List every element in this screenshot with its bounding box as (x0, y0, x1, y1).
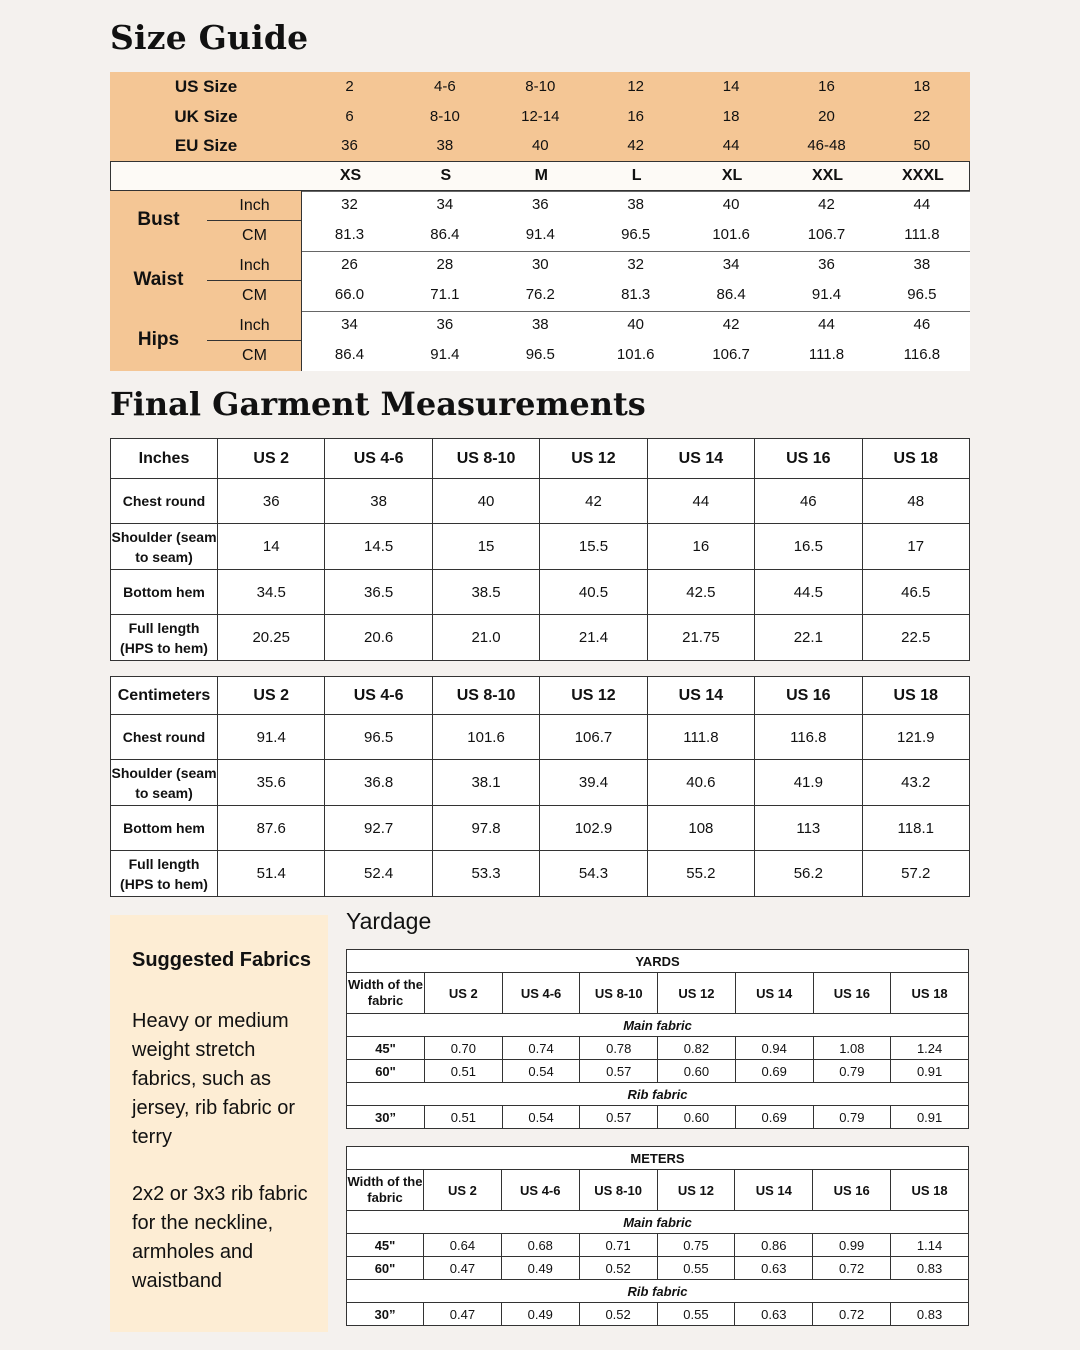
measurement-cell: 44 (647, 479, 754, 524)
fabric-width: 45" (347, 1234, 424, 1257)
measure-inch-value: 38 (913, 256, 931, 273)
measurement-cell: 14 (218, 524, 325, 570)
fabric-paragraph-rib: 2x2 or 3x3 rib fabric for the neckline, armholes and waistband (132, 1183, 308, 1292)
table-row (111, 570, 970, 615)
measurement-cell: 38.5 (432, 570, 539, 615)
suggested-fabrics-panel (110, 915, 328, 1332)
size-header-row (347, 1170, 969, 1211)
unit-cm-label: CM (242, 347, 267, 364)
measurement-cell: 116.8 (755, 715, 862, 760)
yardage-cell: 0.69 (735, 1106, 813, 1129)
measurement-cell: 57.2 (862, 851, 969, 897)
unit-inch-label: Inch (239, 257, 270, 274)
size-column-header: US 2 (218, 677, 325, 715)
table-row (111, 615, 970, 661)
measure-name: Waist (133, 269, 184, 290)
row-label: Shoulder (seam to seam) (111, 524, 218, 570)
measure-cm-value: 111.8 (904, 226, 940, 243)
yardage-cell: 0.72 (813, 1303, 891, 1326)
uk-size-value: 8-10 (429, 108, 460, 125)
inches-label: Inches (111, 439, 218, 479)
measure-cm-value: 86.4 (334, 346, 365, 363)
eu-size-value: 44 (722, 137, 740, 154)
table-row (111, 851, 970, 897)
measurement-cell: 53.3 (432, 851, 539, 897)
table-row (347, 1106, 969, 1129)
measure-cm-value: 91.4 (430, 346, 460, 363)
yardage-cell: 0.60 (658, 1060, 736, 1083)
measure-cm-value: 101.6 (712, 226, 750, 243)
yardage-cell: 0.52 (579, 1257, 657, 1280)
measurement-cell: 15 (432, 524, 539, 570)
measure-cm-value: 106.7 (712, 346, 750, 363)
size-column-header: US 18 (891, 973, 969, 1014)
unit-title: YARDS (347, 950, 969, 973)
measure-cm-value: 116.8 (903, 346, 941, 363)
measurement-cell: 97.8 (432, 806, 539, 851)
measure-inch-value: 36 (531, 196, 549, 213)
unit-divider (207, 220, 302, 221)
size-column-header: US 4-6 (325, 439, 432, 479)
uk-size-value: 6 (345, 108, 354, 125)
size-column-header: US 16 (813, 973, 891, 1014)
measurement-cell: 56.2 (755, 851, 862, 897)
us-size-value: 8-10 (525, 78, 556, 95)
yardage-cell: 0.51 (425, 1060, 503, 1083)
measure-cm-value: 86.4 (716, 286, 746, 303)
measurement-cell: 87.6 (218, 806, 325, 851)
fabric-width: 45" (347, 1037, 425, 1060)
measurement-cell: 36 (218, 479, 325, 524)
yardage-cell: 0.55 (657, 1257, 735, 1280)
measurement-cell: 92.7 (325, 806, 432, 851)
yardage-cell: 0.99 (813, 1234, 891, 1257)
measurement-cell: 40 (432, 479, 539, 524)
yardage-cell: 1.14 (891, 1234, 969, 1257)
us-size-value: 16 (818, 78, 835, 95)
eu-size-value: 46-48 (807, 137, 846, 154)
measure-cm-value: 66.0 (334, 286, 365, 303)
measure-inch-value: 34 (722, 256, 740, 273)
table-row (347, 1303, 969, 1326)
table-row (111, 806, 970, 851)
fabric-paragraph-main: Heavy or medium weight stretch fabrics, such as jersey, rib fabric or terry (132, 1010, 296, 1148)
size-column-header: US 14 (647, 439, 754, 479)
measurement-cell: 102.9 (540, 806, 647, 851)
yardage-cell: 0.52 (579, 1303, 657, 1326)
measure-inch-value: 36 (818, 256, 835, 273)
fabric-width: 30” (347, 1303, 424, 1326)
size-column-header: US 8-10 (432, 677, 539, 715)
eu-size-value: 38 (436, 137, 454, 154)
yardage-cell: 0.79 (813, 1060, 891, 1083)
table-row (347, 1037, 969, 1060)
yardage-cell: 0.64 (424, 1234, 502, 1257)
measurement-cell: 36.5 (325, 570, 432, 615)
measurement-cell: 91.4 (218, 715, 325, 760)
yardage-cell: 0.79 (813, 1106, 891, 1129)
yardage-cell: 0.74 (502, 1037, 580, 1060)
measure-inch-value: 26 (341, 256, 358, 273)
final-garment-title: Final Garment Measurements (110, 385, 646, 423)
rib-fabric-label: Rib fabric (347, 1083, 969, 1106)
row-label: Bottom hem (111, 806, 218, 851)
measure-inch-value: 40 (722, 196, 740, 213)
yardage-cell: 0.47 (424, 1303, 502, 1326)
yardage-cell: 0.47 (424, 1257, 502, 1280)
measurement-cell: 20.25 (218, 615, 325, 661)
measure-inch-value: 34 (341, 316, 358, 333)
yardage-cell: 0.78 (580, 1037, 658, 1060)
measure-cm-value: 111.8 (808, 346, 845, 363)
table-row (347, 1257, 969, 1280)
main-fabric-label: Main fabric (347, 1211, 969, 1234)
yardage-yards-table (346, 949, 969, 1129)
measurement-cell: 16 (647, 524, 754, 570)
size-guide-table (110, 72, 970, 372)
garment-inches-header (111, 439, 970, 479)
measure-inch-value: 44 (913, 196, 931, 213)
eu-size-value: 42 (627, 137, 645, 154)
table-row (111, 479, 970, 524)
us-size-value: 12 (627, 78, 645, 95)
size-column-header: US 4-6 (325, 677, 432, 715)
yardage-cell: 0.63 (735, 1303, 813, 1326)
garment-centimeters-header (111, 677, 970, 715)
size-column-header: US 14 (735, 1170, 813, 1211)
yardage-cell: 0.91 (891, 1060, 969, 1083)
size-column-header: US 14 (735, 973, 813, 1014)
fabric-width: 60" (347, 1257, 424, 1280)
measurement-cell: 22.1 (755, 615, 862, 661)
measurement-cell: 44.5 (755, 570, 862, 615)
eu-size-value: 40 (531, 137, 549, 154)
size-column-header: US 12 (658, 973, 736, 1014)
measure-inch-value: 44 (818, 316, 835, 333)
measurement-cell: 46 (755, 479, 862, 524)
size-column-header: US 8-10 (432, 439, 539, 479)
row-label: Chest round (111, 715, 218, 760)
yardage-cell: 0.70 (425, 1037, 503, 1060)
measure-label-block (110, 251, 302, 311)
letter-size: M (534, 167, 548, 184)
uk-size-value: 22 (913, 108, 931, 125)
measure-label-block (110, 311, 302, 371)
yardage-cell: 0.54 (502, 1060, 580, 1083)
size-column-header: US 2 (425, 973, 503, 1014)
centimeters-label: Centimeters (111, 677, 218, 715)
suggested-fabrics-title: Suggested Fabrics (132, 949, 311, 971)
yardage-cell: 0.68 (501, 1234, 579, 1257)
uk-size-value: 12-14 (521, 108, 560, 125)
measurement-cell: 51.4 (218, 851, 325, 897)
letter-size: XS (339, 167, 362, 184)
us-size-row (110, 72, 970, 102)
unit-divider (207, 280, 302, 281)
yardage-cell: 0.72 (813, 1257, 891, 1280)
yardage-cell: 1.24 (891, 1037, 969, 1060)
measure-cm-value: 96.5 (525, 346, 555, 363)
measurement-cell: 118.1 (862, 806, 969, 851)
measure-cm-value: 96.5 (907, 286, 937, 303)
yardage-cell: 0.71 (579, 1234, 657, 1257)
us-size-value: 18 (913, 78, 931, 95)
letter-size: XXL (811, 167, 844, 184)
measurement-cell: 34.5 (218, 570, 325, 615)
yardage-cell: 0.63 (735, 1257, 813, 1280)
measure-cm-value: 101.6 (616, 346, 655, 363)
measurement-cell: 17 (862, 524, 969, 570)
measurement-cell: 54.3 (540, 851, 647, 897)
size-column-header: US 2 (424, 1170, 502, 1211)
measure-cm-value: 76.2 (525, 286, 555, 303)
unit-inch-label: Inch (239, 197, 270, 214)
unit-cm-label: CM (242, 227, 267, 244)
size-column-header: US 18 (862, 677, 969, 715)
measure-cm-value: 81.3 (334, 226, 365, 243)
measure-cm-value: 91.4 (525, 226, 555, 243)
yardage-cell: 0.83 (891, 1257, 969, 1280)
yardage-cell: 0.49 (501, 1303, 579, 1326)
yardage-cell: 0.83 (891, 1303, 969, 1326)
unit-divider (207, 340, 302, 341)
measure-cm-value: 96.5 (621, 226, 651, 243)
yardage-cell: 0.69 (735, 1060, 813, 1083)
measurement-cell: 21.75 (647, 615, 754, 661)
unit-title-row (347, 950, 969, 973)
measurement-cell: 39.4 (540, 760, 647, 806)
measurement-cell: 113 (755, 806, 862, 851)
section-row (347, 1280, 969, 1303)
measurement-cell: 101.6 (432, 715, 539, 760)
measure-cm-value: 81.3 (621, 286, 651, 303)
yardage-cell: 1.08 (813, 1037, 891, 1060)
measure-label-block (110, 191, 302, 251)
yardage-cell: 0.57 (580, 1106, 658, 1129)
measurement-cell: 48 (862, 479, 969, 524)
measurement-cell: 52.4 (325, 851, 432, 897)
uk-size-value: 18 (722, 108, 740, 125)
unit-cm-label: CM (242, 287, 267, 304)
table-row (347, 1060, 969, 1083)
row-label: Bottom hem (111, 570, 218, 615)
yardage-cell: 0.91 (891, 1106, 969, 1129)
section-row (347, 1083, 969, 1106)
measurement-cell: 40.6 (647, 760, 754, 806)
measure-inch-value: 42 (722, 316, 740, 333)
uk-size-label: UK Size (174, 107, 238, 126)
measurement-cell: 15.5 (540, 524, 647, 570)
width-of-fabric-label: Width of the fabric (347, 973, 425, 1014)
letter-size: XL (721, 167, 743, 184)
yardage-cell: 0.55 (657, 1303, 735, 1326)
eu-size-row (110, 131, 970, 161)
measure-cm-value: 71.1 (430, 286, 460, 303)
measure-inch-value: 40 (627, 316, 645, 333)
fabric-width: 30” (347, 1106, 425, 1129)
size-column-header: US 18 (862, 439, 969, 479)
eu-size-label: EU Size (174, 136, 238, 155)
measurement-cell: 21.4 (540, 615, 647, 661)
size-column-header: US 2 (218, 439, 325, 479)
measurement-cell: 38.1 (432, 760, 539, 806)
measure-name: Hips (137, 329, 180, 350)
uk-size-value: 20 (818, 108, 835, 125)
measure-cm-value: 106.7 (807, 226, 846, 243)
measurement-cell: 106.7 (540, 715, 647, 760)
yardage-cell: 0.86 (735, 1234, 813, 1257)
measurement-cell: 43.2 (862, 760, 969, 806)
size-guide-title: Size Guide (110, 18, 309, 57)
measure-inch-value: 32 (627, 256, 645, 273)
yardage-cell: 0.54 (502, 1106, 580, 1129)
measurement-cell: 16.5 (755, 524, 862, 570)
yardage-meters-table (346, 1146, 969, 1326)
garment-inches-table (110, 438, 970, 661)
table-row (111, 715, 970, 760)
yardage-cell: 0.51 (425, 1106, 503, 1129)
size-column-header: US 12 (540, 677, 647, 715)
main-fabric-label: Main fabric (347, 1014, 969, 1037)
unit-title: METERS (347, 1147, 969, 1170)
us-size-value: 14 (722, 78, 740, 95)
us-size-label: US Size (174, 77, 238, 96)
letter-size: XXXL (901, 167, 944, 184)
unit-title-row (347, 1147, 969, 1170)
size-column-header: US 14 (647, 677, 754, 715)
measure-values-block (302, 311, 970, 371)
letter-size: L (631, 167, 642, 184)
measurement-cell: 41.9 (755, 760, 862, 806)
row-label: Full length (HPS to hem) (111, 851, 218, 897)
yardage-cell: 0.94 (735, 1037, 813, 1060)
size-column-header: US 16 (755, 439, 862, 479)
measure-inch-value: 28 (436, 256, 454, 273)
measurement-cell: 96.5 (325, 715, 432, 760)
us-size-value: 2 (345, 78, 354, 95)
measurement-cell: 42.5 (647, 570, 754, 615)
measure-inch-value: 42 (818, 196, 835, 213)
measure-inch-value: 34 (436, 196, 454, 213)
table-row (347, 1234, 969, 1257)
size-column-header: US 8-10 (579, 1170, 657, 1211)
yardage-title: Yardage (346, 908, 432, 934)
measure-values-block (302, 191, 970, 251)
measure-inch-value: 32 (341, 196, 358, 213)
letter-size: S (440, 167, 452, 184)
measurement-cell: 111.8 (647, 715, 754, 760)
measurement-cell: 42 (540, 479, 647, 524)
measure-values-block (302, 251, 970, 311)
rib-fabric-label: Rib fabric (347, 1280, 969, 1303)
measure-cm-value: 86.4 (430, 226, 460, 243)
size-column-header: US 18 (891, 1170, 969, 1211)
measure-inch-value: 36 (436, 316, 454, 333)
yardage-cell: 0.75 (657, 1234, 735, 1257)
measurement-cell: 38 (325, 479, 432, 524)
size-column-header: US 12 (540, 439, 647, 479)
size-column-header: US 16 (755, 677, 862, 715)
uk-size-row (110, 102, 970, 132)
section-row (347, 1211, 969, 1234)
measurement-cell: 121.9 (862, 715, 969, 760)
garment-centimeters-table (110, 676, 970, 897)
section-row (347, 1014, 969, 1037)
table-row (111, 524, 970, 570)
measure-inch-value: 46 (913, 316, 931, 333)
yardage-cell: 0.49 (501, 1257, 579, 1280)
measurement-cell: 22.5 (862, 615, 969, 661)
size-column-header: US 4-6 (501, 1170, 579, 1211)
width-of-fabric-label: Width of the fabric (347, 1170, 424, 1211)
measurement-cell: 36.8 (325, 760, 432, 806)
table-row (111, 760, 970, 806)
size-column-header: US 4-6 (502, 973, 580, 1014)
measurement-cell: 55.2 (647, 851, 754, 897)
yardage-cell: 0.82 (658, 1037, 736, 1060)
unit-inch-label: Inch (239, 317, 270, 334)
measure-cm-value: 91.4 (811, 286, 842, 303)
yardage-cell: 0.60 (658, 1106, 736, 1129)
row-label: Full length (HPS to hem) (111, 615, 218, 661)
yardage-cell: 0.57 (580, 1060, 658, 1083)
us-size-value: 4-6 (434, 78, 456, 95)
measurement-cell: 35.6 (218, 760, 325, 806)
fabric-width: 60" (347, 1060, 425, 1083)
measurement-cell: 108 (647, 806, 754, 851)
eu-size-value: 36 (341, 137, 358, 154)
measurement-cell: 14.5 (325, 524, 432, 570)
letter-size-row (110, 161, 970, 191)
measure-inch-value: 30 (531, 256, 549, 273)
measure-inch-value: 38 (531, 316, 549, 333)
measurement-cell: 21.0 (432, 615, 539, 661)
eu-size-value: 50 (913, 137, 931, 154)
size-column-header: US 16 (813, 1170, 891, 1211)
measurement-cell: 46.5 (862, 570, 969, 615)
measurement-cell: 20.6 (325, 615, 432, 661)
uk-size-value: 16 (627, 108, 645, 125)
measure-name: Bust (137, 209, 180, 230)
row-label: Shoulder (seam to seam) (111, 760, 218, 806)
measurement-cell: 40.5 (540, 570, 647, 615)
size-column-header: US 8-10 (580, 973, 658, 1014)
row-label: Chest round (111, 479, 218, 524)
measure-inch-value: 38 (627, 196, 645, 213)
size-column-header: US 12 (657, 1170, 735, 1211)
size-header-row (347, 973, 969, 1014)
